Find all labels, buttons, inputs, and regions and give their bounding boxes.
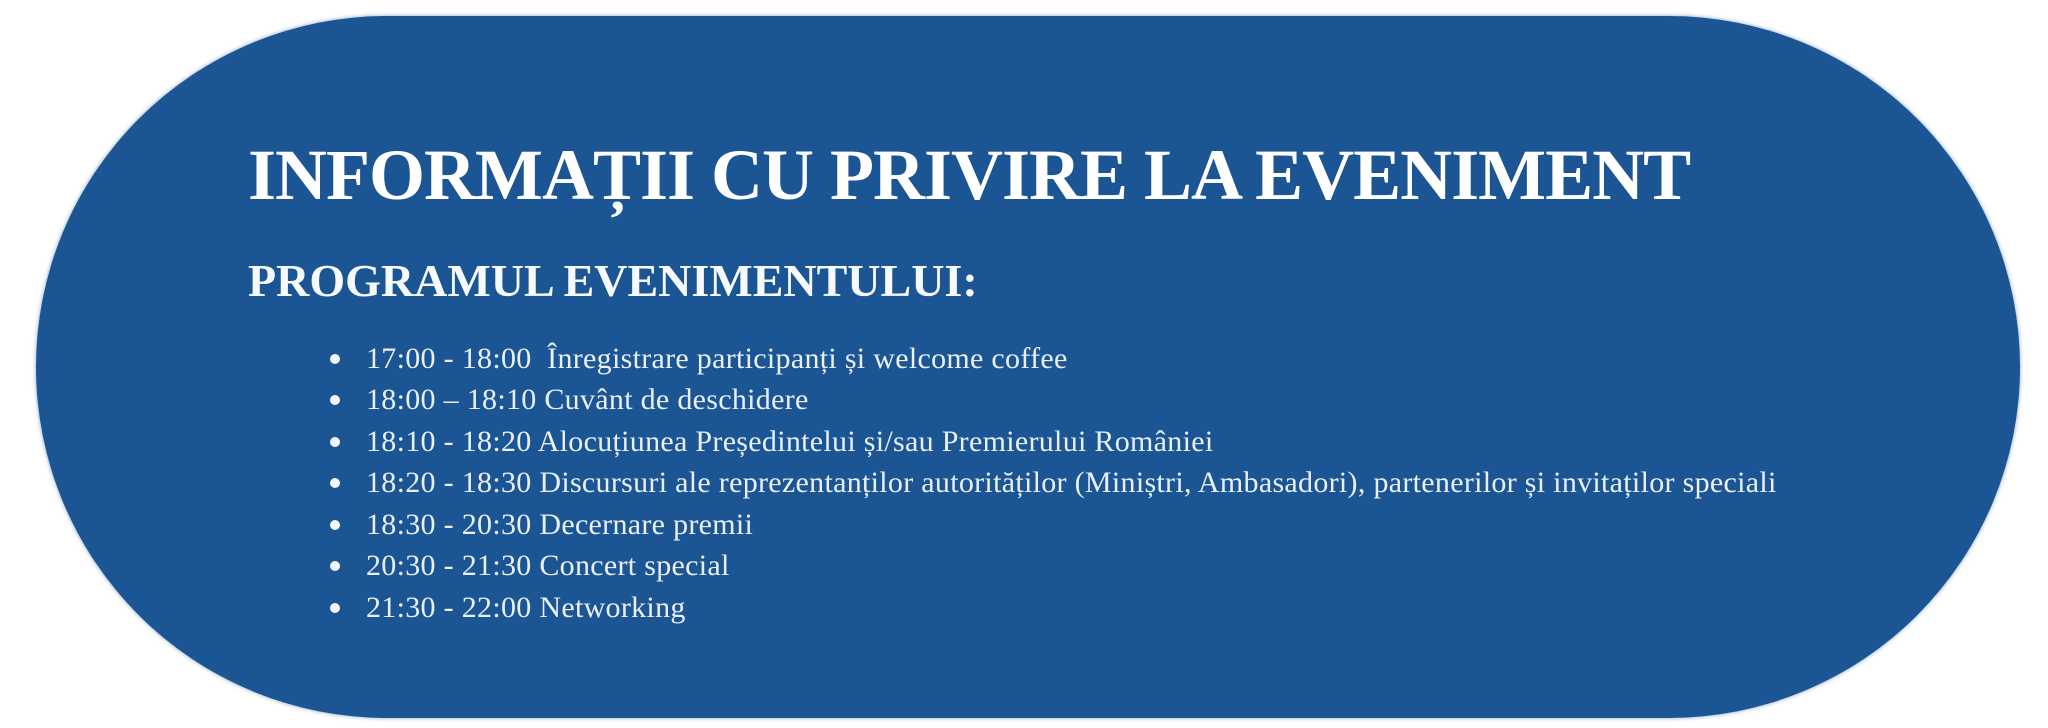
- schedule-item-text: 18:30 - 20:30 Decernare premii: [366, 507, 754, 541]
- schedule-item: [330, 421, 1777, 463]
- bullet-dot-icon: [330, 437, 340, 447]
- schedule-item: [330, 504, 1777, 546]
- schedule-item: [330, 380, 1777, 422]
- event-info-title: INFORMAȚII CU PRIVIRE LA EVENIMENT: [248, 135, 1691, 215]
- schedule-item-text: 18:00 – 18:10 Cuvânt de deschidere: [366, 383, 809, 417]
- schedule-item-text: 21:30 - 22:00 Networking: [366, 590, 686, 624]
- program-heading: PROGRAMUL EVENIMENTULUI:: [248, 255, 978, 306]
- bullet-dot-icon: [330, 354, 340, 364]
- schedule-item-text: 18:20 - 18:30 Discursuri ale reprezentanților autorităților (Miniștri, Ambasadori), partenerilor și invitaților speciali: [366, 466, 1777, 500]
- bullet-dot-icon: [330, 561, 340, 571]
- bullet-dot-icon: [330, 520, 340, 530]
- schedule-item: [330, 587, 1777, 629]
- bullet-dot-icon: [330, 603, 340, 613]
- schedule-item: [330, 546, 1777, 588]
- schedule-item: [330, 338, 1777, 380]
- schedule-item-text: 18:10 - 18:20 Alocuțiunea Președintelui și/sau Premierului României: [366, 424, 1214, 458]
- bullet-dot-icon: [330, 478, 340, 488]
- event-info-card: [36, 16, 2020, 718]
- schedule-item: [330, 463, 1777, 505]
- schedule-item-text: 17:00 - 18:00 Înregistrare participanți și welcome coffee: [366, 341, 1068, 375]
- bullet-dot-icon: [330, 395, 340, 405]
- schedule-list: [330, 338, 1777, 629]
- schedule-item-text: 20:30 - 21:30 Concert special: [366, 549, 730, 583]
